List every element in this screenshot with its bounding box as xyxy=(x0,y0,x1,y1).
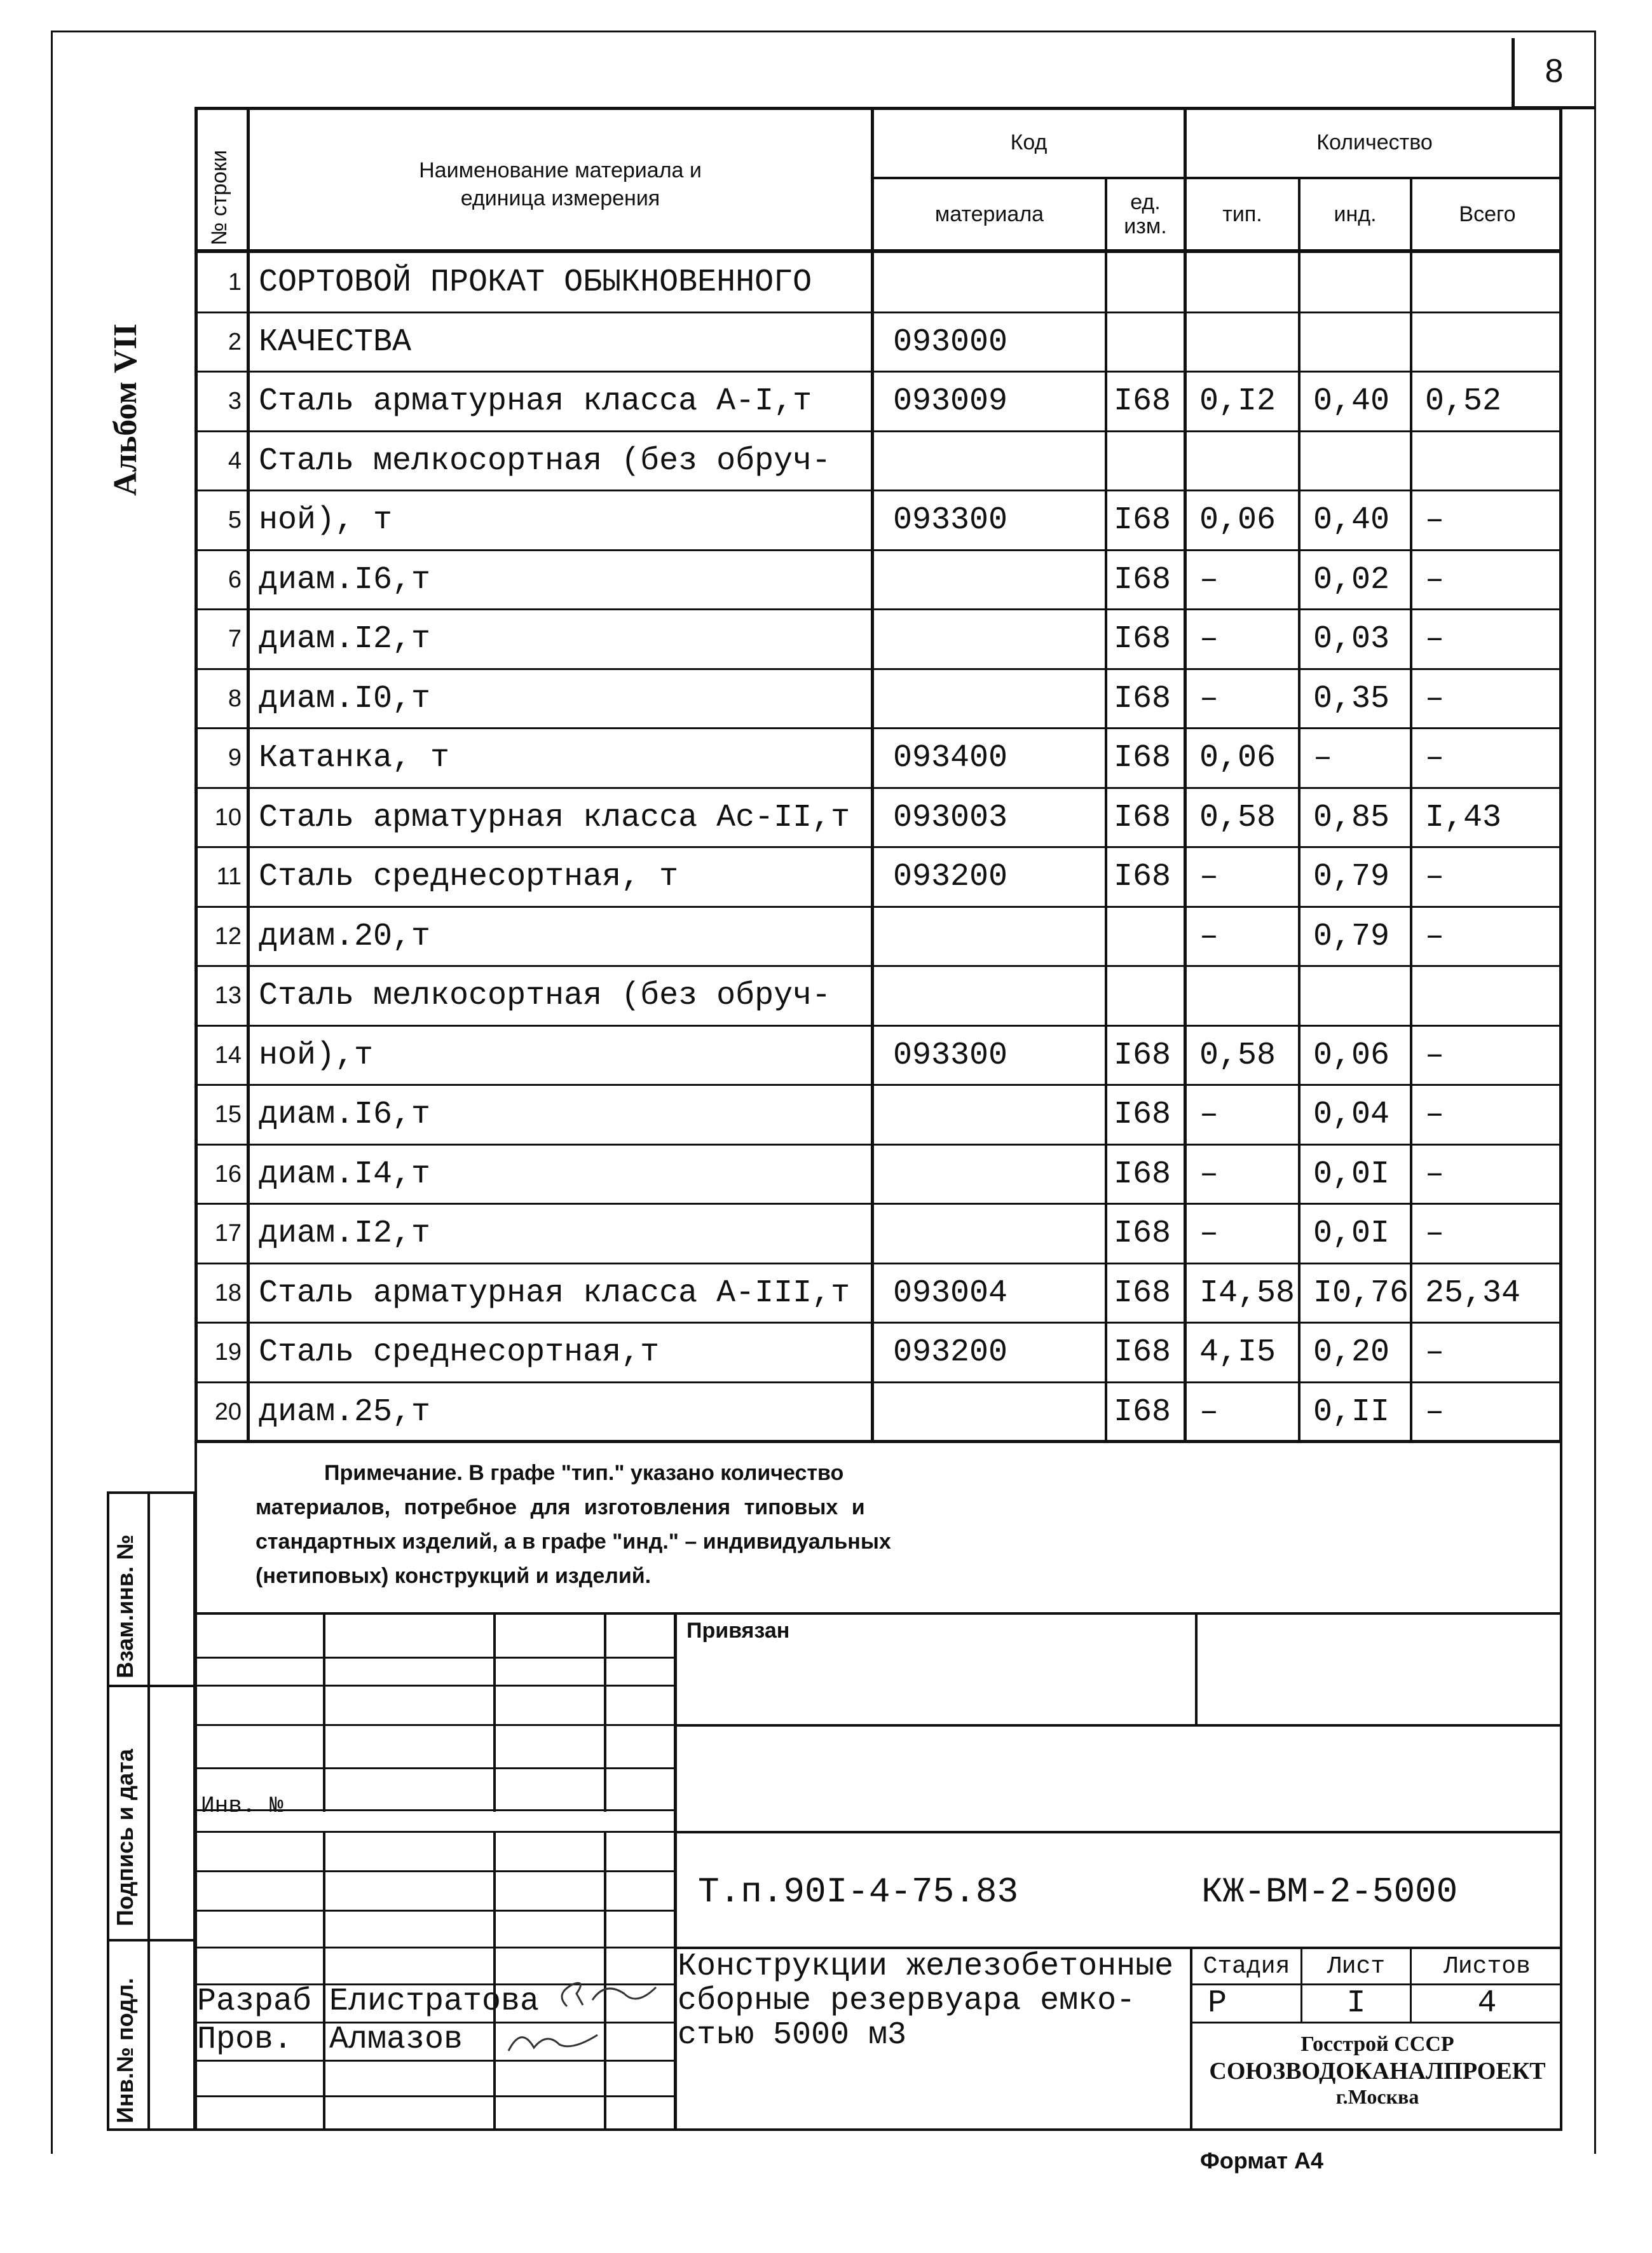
cell-ind xyxy=(1300,313,1410,373)
cell-typ: 0,06 xyxy=(1199,740,1276,777)
cell-typ: I4,58 xyxy=(1199,1275,1295,1311)
cell-n: 1 xyxy=(228,269,242,296)
cell-name: Сталь арматурная класса А-I,т xyxy=(259,383,812,420)
row-divider xyxy=(195,846,1562,848)
cell-ind xyxy=(1300,432,1410,491)
cell-name: КАЧЕСТВА xyxy=(259,324,412,360)
cell-name: диам.I6,т xyxy=(259,1097,431,1133)
cell-ind: 0,II xyxy=(1313,1394,1390,1430)
side-stamp-divider-2 xyxy=(107,1939,196,1941)
tb-left-col-2 xyxy=(493,1612,496,1812)
cell-ind: 0,20 xyxy=(1313,1334,1390,1371)
cell-unit xyxy=(1107,907,1184,967)
cell-n: 15 xyxy=(214,1101,242,1128)
cell-code xyxy=(874,253,1105,313)
cell-name: диам.I6,т xyxy=(259,561,431,598)
cell-typ: – xyxy=(1199,918,1219,955)
cell-name: Сталь арматурная класса Ас-II,т xyxy=(259,799,850,836)
cell-code xyxy=(874,966,1105,1026)
cell-total: – xyxy=(1425,1156,1445,1193)
cell-name: Сталь среднесортная,т xyxy=(259,1334,660,1371)
cell-unit: I68 xyxy=(1114,859,1171,896)
cell-ind: 0,06 xyxy=(1313,1037,1390,1074)
cell-total: I,43 xyxy=(1425,799,1502,836)
cell-n: 4 xyxy=(228,447,242,474)
cell-total xyxy=(1412,313,1562,373)
side-stamp-divider-1 xyxy=(107,1685,196,1687)
doc-title-line-1: Конструкции железобетонные xyxy=(678,1948,1174,1985)
cell-unit: I68 xyxy=(1114,561,1171,598)
tb-left-row-6 xyxy=(195,1831,674,1833)
cell-typ: 0,58 xyxy=(1199,799,1276,836)
row-divider xyxy=(195,371,1562,373)
header-name xyxy=(250,153,871,216)
cell-unit: I68 xyxy=(1114,1037,1171,1074)
tb-main-split xyxy=(674,1612,677,2131)
cell-typ: 0,I2 xyxy=(1199,383,1276,420)
cell-n: 18 xyxy=(214,1279,242,1306)
cell-ind: 0,40 xyxy=(1313,383,1390,420)
stamp-podpis-data: Подпись и дата xyxy=(112,1749,138,1926)
doc-code: Т.п.90I-4-75.83 xyxy=(698,1872,1019,1912)
stage-value: Р xyxy=(1208,1985,1227,2022)
tb-left-row-2 xyxy=(195,1685,674,1687)
row-divider xyxy=(195,1381,1562,1383)
row-divider xyxy=(195,430,1562,432)
inv-no-label: Инв. № xyxy=(201,1793,283,1819)
cell-typ: – xyxy=(1199,859,1219,896)
cell-typ xyxy=(1187,966,1298,1026)
cell-n: 14 xyxy=(214,1041,242,1069)
cell-typ: 4,I5 xyxy=(1199,1334,1276,1371)
checker-name: Алмазов xyxy=(329,2022,463,2058)
cell-code: 093400 xyxy=(893,740,1008,777)
cell-n: 8 xyxy=(228,685,242,712)
cell-n: 2 xyxy=(228,328,242,355)
cell-typ: – xyxy=(1199,1097,1219,1133)
cell-unit: I68 xyxy=(1114,621,1171,658)
cell-ind: 0,03 xyxy=(1313,621,1390,658)
cell-n: 13 xyxy=(214,982,242,1010)
right-frame-line xyxy=(1594,31,1596,2154)
cell-name: Сталь мелкосортная (без обруч- xyxy=(259,442,831,479)
row-divider xyxy=(195,608,1562,610)
tb-left-col-1b xyxy=(323,1831,325,2131)
cell-name: диам.I2,т xyxy=(259,1216,431,1252)
cell-n: 12 xyxy=(214,922,242,950)
cell-typ: – xyxy=(1199,561,1219,598)
cell-total: – xyxy=(1425,1334,1445,1371)
cell-unit: I68 xyxy=(1114,1216,1171,1252)
cell-code xyxy=(874,1383,1105,1442)
header-qty-total: Всего xyxy=(1459,202,1516,226)
cell-total: – xyxy=(1425,1394,1445,1430)
cell-n: 9 xyxy=(228,744,242,772)
cell-typ: – xyxy=(1199,1394,1219,1430)
cell-code xyxy=(874,432,1105,491)
cell-total: – xyxy=(1425,561,1445,598)
cell-ind: 0,0I xyxy=(1313,1156,1390,1193)
cell-ind: 0,0I xyxy=(1313,1216,1390,1252)
tb-left-row-7 xyxy=(195,1870,674,1872)
header-name-text: Наименование материала и единица измерения xyxy=(419,158,702,210)
cell-name: диам.20,т xyxy=(259,918,431,955)
row-divider xyxy=(195,549,1562,551)
row-divider xyxy=(195,727,1562,729)
sheet-code: КЖ-ВМ-2-5000 xyxy=(1201,1872,1458,1912)
cell-unit: I68 xyxy=(1114,502,1171,539)
tb-right-row-2 xyxy=(674,1831,1562,1833)
row-divider xyxy=(195,965,1562,967)
cell-code: 093300 xyxy=(893,502,1008,539)
cell-unit xyxy=(1107,253,1184,313)
header-qty-typ: тип. xyxy=(1222,202,1262,226)
tb-left-row-3 xyxy=(195,1724,674,1726)
row-divider xyxy=(195,1263,1562,1264)
cell-total xyxy=(1412,966,1562,1026)
cell-total: – xyxy=(1425,1216,1445,1252)
cell-total: 0,52 xyxy=(1425,383,1502,420)
row-divider xyxy=(195,668,1562,670)
checker-role: Пров. xyxy=(197,2022,293,2058)
cell-unit: I68 xyxy=(1114,1097,1171,1133)
side-stamp-inner-line xyxy=(147,1491,150,2131)
left-frame-line xyxy=(51,31,53,2154)
cell-n: 7 xyxy=(228,626,242,653)
cell-ind xyxy=(1300,966,1410,1026)
cell-total: – xyxy=(1425,502,1445,539)
header-code-unit-text: ед. изм. xyxy=(1124,190,1167,238)
tb-privyazan-split xyxy=(1195,1612,1198,1727)
cell-code xyxy=(874,669,1105,729)
header-code-unit xyxy=(1107,179,1184,249)
cell-code: 093004 xyxy=(893,1275,1008,1311)
cell-unit: I68 xyxy=(1114,1394,1171,1430)
cell-unit: I68 xyxy=(1114,1275,1171,1311)
cell-total xyxy=(1412,253,1562,313)
note-line-1: Примечание. В графе "тип." указано количество xyxy=(324,1461,844,1485)
cell-n: 16 xyxy=(214,1160,242,1188)
tb-right-row-1 xyxy=(674,1724,1562,1727)
cell-typ xyxy=(1187,432,1298,491)
tb-left-col-3 xyxy=(604,1612,606,1812)
privyazan-label: Привязан xyxy=(686,1619,790,1643)
cell-n: 5 xyxy=(228,507,242,534)
cell-code xyxy=(874,551,1105,610)
tb-left-row-8 xyxy=(195,1910,674,1912)
doc-title-line-3: стью 5000 м3 xyxy=(678,2017,907,2053)
row-divider xyxy=(195,1084,1562,1086)
developer-name: Елистратова xyxy=(329,1983,540,2020)
cell-unit xyxy=(1107,313,1184,373)
sheet-value: I xyxy=(1346,1985,1366,2022)
cell-name: Сталь арматурная класса А-III,т xyxy=(259,1275,850,1311)
stage-label: Стадия xyxy=(1203,1952,1290,1980)
top-frame-line xyxy=(51,31,1595,32)
cell-unit: I68 xyxy=(1114,799,1171,836)
cell-typ: – xyxy=(1199,1216,1219,1252)
cell-code: 093003 xyxy=(893,799,1008,836)
cell-unit: I68 xyxy=(1114,1334,1171,1371)
cell-code: 093009 xyxy=(893,383,1008,420)
cell-total: – xyxy=(1425,859,1445,896)
row-divider xyxy=(195,1025,1562,1027)
cell-code: 093000 xyxy=(893,324,1008,360)
cell-total xyxy=(1412,432,1562,491)
cell-name: СОРТОВОЙ ПРОКАТ ОБЫКНОВЕННОГО xyxy=(259,264,812,301)
cell-code: 093200 xyxy=(893,1334,1008,1371)
cell-code xyxy=(874,1204,1105,1264)
row-divider xyxy=(195,1322,1562,1324)
sheets-value: 4 xyxy=(1477,1985,1497,2022)
note-line-2: материалов, потребное для изготовления типовых и xyxy=(256,1495,865,1519)
header-code-group: Код xyxy=(1010,130,1048,154)
cell-n: 19 xyxy=(214,1339,242,1366)
note-line-3: стандартных изделий, а в графе "инд." – индивидуальных xyxy=(256,1530,891,1554)
cell-name: диам.25,т xyxy=(259,1394,431,1430)
row-divider xyxy=(195,1203,1562,1205)
cell-code xyxy=(874,907,1105,967)
checker-signature xyxy=(502,2019,604,2057)
cell-unit xyxy=(1107,966,1184,1026)
cell-name: ной), т xyxy=(259,502,393,539)
cell-n: 3 xyxy=(228,388,242,415)
header-code-material: материала xyxy=(934,202,1044,226)
cell-unit: I68 xyxy=(1114,383,1171,420)
cell-typ: 0,58 xyxy=(1199,1037,1276,1074)
cell-n: 11 xyxy=(216,863,242,891)
cell-ind: 0,79 xyxy=(1313,918,1390,955)
cell-unit: I68 xyxy=(1114,680,1171,717)
cell-ind: I0,76 xyxy=(1313,1275,1409,1311)
tb-left-row-4 xyxy=(195,1767,674,1769)
row-divider xyxy=(195,490,1562,491)
cell-ind xyxy=(1300,253,1410,313)
cell-ind: 0,02 xyxy=(1313,561,1390,598)
cell-total: – xyxy=(1425,621,1445,658)
cell-ind: 0,35 xyxy=(1313,680,1390,717)
tb-left-row-9 xyxy=(195,1947,674,1948)
cell-unit xyxy=(1107,432,1184,491)
cell-code xyxy=(874,1145,1105,1205)
note-line-4: (нетиповых) конструкций и изделий. xyxy=(256,1564,652,1588)
header-qty-ind: инд. xyxy=(1334,202,1377,226)
cell-n: 10 xyxy=(214,804,242,831)
header-qty-group: Количество xyxy=(1316,130,1433,154)
org-line-3: г.Москва xyxy=(1335,2085,1419,2108)
cell-typ: – xyxy=(1199,1156,1219,1193)
cell-unit: I68 xyxy=(1114,740,1171,777)
cell-name: диам.I4,т xyxy=(259,1156,431,1193)
cell-name: диам.I0,т xyxy=(259,680,431,717)
cell-code xyxy=(874,610,1105,669)
cell-ind: 0,04 xyxy=(1313,1097,1390,1133)
cell-name: Катанка, т xyxy=(259,740,450,777)
cell-typ xyxy=(1187,253,1298,313)
cell-total: 25,34 xyxy=(1425,1275,1521,1311)
cell-typ: 0,06 xyxy=(1199,502,1276,539)
cell-name: Сталь мелкосортная (без обруч- xyxy=(259,978,831,1015)
cell-code: 093300 xyxy=(893,1037,1008,1074)
stamp-inv-podl: Инв.№ подл. xyxy=(112,1978,138,2123)
cell-total: – xyxy=(1425,918,1445,955)
tb-left-row-12 xyxy=(195,2060,674,2062)
cell-name: Сталь среднесортная, т xyxy=(259,859,679,896)
tb-left-row-13 xyxy=(195,2095,674,2097)
doc-title-line-2: сборные резервуара емко- xyxy=(678,1983,1136,2019)
sheet-label: Лист xyxy=(1327,1952,1386,1980)
org-line-1: Госстрой СССР xyxy=(1300,2032,1454,2056)
cell-total: – xyxy=(1425,740,1445,777)
cell-name: диам.I2,т xyxy=(259,621,431,658)
format-label: Формат А4 xyxy=(1200,2147,1324,2174)
cell-code xyxy=(874,1085,1105,1145)
row-divider xyxy=(195,787,1562,789)
cell-name: ной),т xyxy=(259,1037,374,1074)
cell-total: – xyxy=(1425,680,1445,717)
stamp-vzam-inv: Взам.инв. № xyxy=(112,1534,138,1678)
developer-signature xyxy=(548,1975,669,2019)
tb-left-col-2b xyxy=(493,1831,496,2131)
cell-n: 6 xyxy=(228,566,242,593)
tb-stage-row-2 xyxy=(1190,2022,1562,2024)
cell-total: – xyxy=(1425,1097,1445,1133)
cell-typ xyxy=(1187,313,1298,373)
tb-left-row-1 xyxy=(195,1657,674,1659)
album-label: Альбом VII xyxy=(107,324,144,496)
tb-left-col-1 xyxy=(323,1612,325,1812)
cell-typ: – xyxy=(1199,680,1219,717)
cell-unit: I68 xyxy=(1114,1156,1171,1193)
page-number: 8 xyxy=(1545,53,1564,90)
row-divider xyxy=(195,906,1562,908)
row-divider xyxy=(195,312,1562,313)
row-divider xyxy=(195,1144,1562,1146)
cell-ind: 0,85 xyxy=(1313,799,1390,836)
cell-ind: – xyxy=(1313,740,1333,777)
cell-n: 20 xyxy=(214,1398,242,1425)
sheets-label: Листов xyxy=(1444,1952,1531,1980)
cell-n: 17 xyxy=(214,1220,242,1247)
cell-ind: 0,40 xyxy=(1313,502,1390,539)
cell-code: 093200 xyxy=(893,859,1008,896)
org-line-2: СОЮЗВОДОКАНАЛПРОЕКТ xyxy=(1209,2058,1546,2085)
cell-typ: – xyxy=(1199,621,1219,658)
cell-total: – xyxy=(1425,1037,1445,1074)
developer-role: Разраб xyxy=(197,1983,312,2020)
cell-ind: 0,79 xyxy=(1313,859,1390,896)
header-row-no: № строки xyxy=(207,149,231,245)
